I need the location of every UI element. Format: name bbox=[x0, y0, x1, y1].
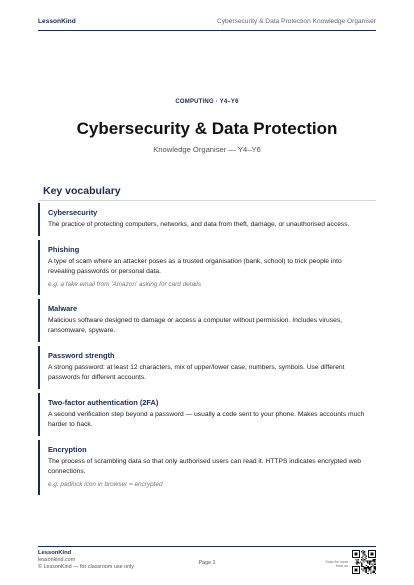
page-title: Cybersecurity & Data Protection bbox=[76, 119, 338, 138]
vocab-example: e.g. a fake email from 'Amazon' asking for card details bbox=[48, 280, 202, 288]
footer-copyright: © LessonKind — for classroom use only bbox=[38, 564, 134, 570]
qr-code-icon[interactable] bbox=[352, 550, 376, 574]
page-subtitle: Knowledge Organiser — Y4–Y6 bbox=[153, 145, 261, 154]
vocab-term: Phishing bbox=[48, 244, 80, 254]
vocab-definition: A second verification step beyond a password — usually a code sent to your phone. Makes accounts much harder to hack. bbox=[48, 410, 365, 428]
vocab-definition: Malicious software designed to damage or access a computer without permission. Includes viruses, ransomware, spyware. bbox=[48, 316, 343, 334]
vocab-definition: The process of scrambling data so that only authorised users can read it. HTTPS indicates encrypted web connections. bbox=[48, 457, 361, 475]
vocab-term: Password strength bbox=[48, 350, 115, 360]
section-divider bbox=[38, 200, 376, 201]
footer-brand: LessonKind bbox=[38, 550, 72, 556]
vocab-definition: The practice of protecting computers, networks, and data from theft, damage, or unauthorised access. bbox=[48, 221, 350, 228]
vocab-item-cybersecurity bbox=[38, 203, 376, 236]
header-doc-label: Cybersecurity & Data Protection Knowledge Organiser bbox=[216, 17, 376, 25]
section-heading: Key vocabulary bbox=[43, 185, 121, 197]
header-divider bbox=[38, 30, 376, 31]
vocab-item-encryption bbox=[38, 440, 376, 495]
vocab-term: Encryption bbox=[48, 444, 87, 454]
vocab-item-2fa bbox=[38, 393, 376, 436]
footer-site-link[interactable]: lessonkind.com bbox=[38, 557, 76, 563]
vocab-definition: A strong password: at least 12 characters, mix of upper/lower case, numbers, symbols. Use different passwords for different accounts. bbox=[48, 363, 345, 381]
vocab-item-phishing bbox=[38, 240, 376, 295]
page-number: Page 1 bbox=[198, 560, 216, 566]
subject-label: COMPUTING · Y4–Y6 bbox=[175, 99, 239, 105]
vocab-item-password-strength bbox=[38, 346, 376, 389]
page-header bbox=[38, 14, 376, 28]
vocab-item-malware bbox=[38, 299, 376, 342]
vocab-term: Two-factor authentication (2FA) bbox=[48, 397, 159, 407]
vocab-example: e.g. padlock icon in browser = encrypted bbox=[48, 480, 163, 488]
footer-divider bbox=[38, 546, 376, 547]
vocabulary-list bbox=[38, 203, 376, 499]
vocab-term: Cybersecurity bbox=[48, 208, 98, 217]
vocab-definition: A type of scam where an attacker poses as a trusted organisation (bank, school) to trick people into revealing passwords or personal data. bbox=[48, 257, 342, 275]
vocab-term: Malware bbox=[48, 303, 78, 313]
qr-caption: Scan for more from us bbox=[325, 560, 348, 569]
header-brand: LessonKind bbox=[38, 17, 76, 25]
